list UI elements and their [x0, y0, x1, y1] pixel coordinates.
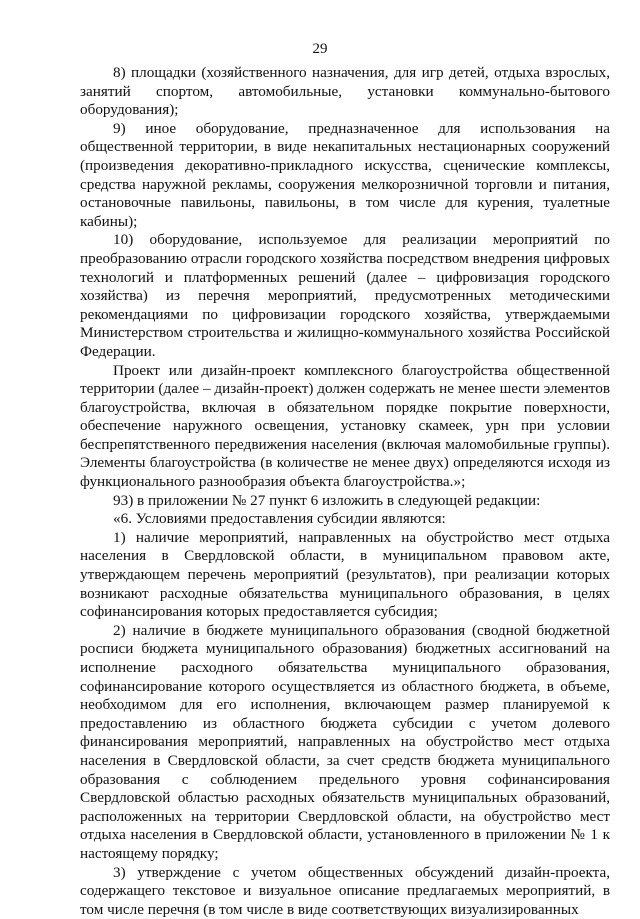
paragraph-item-93: 93) в приложении № 27 пункт 6 изложить в следующей редакции:	[113, 491, 541, 509]
paragraph-item-8: 8) площадки (хозяйственного назначения, для игр детей, отдыха взрослых, занятий спортом, автомобильные, установки коммунально-бытового оборудования);	[80, 64, 610, 119]
paragraph-condition-3: 3) утверждение с учетом общественных обсуждений дизайн-проекта, содержащего текстовое и визуальное описание предлагаемых мероприятий, в том числе перечня (в том числе в виде соответствующих визуализированных	[80, 863, 610, 918]
paragraph-condition-2: 2) наличие в бюджете муниципального образования (сводной бюджетной росписи бюджета муниципального образования) бюджетных ассигнований на исполнение расходного обязательства муниципального образования, софинансирование которого осуществляется из областного бюджета, в объеме, необходимом для его исполнения, включающем размер планируемой к предоставлению из областного бюджета субсидии с учетом долевого финансирования мероприятий, направленных на обустройство мест отдыха населения в Свердловской области, за счет средств бюджета муниципального образования с соблюдением предельного уровня софинансирования Свердловской областью расходных обязательств муниципальных образований, расположенных на территории Свердловской области, на обустройство мест отдыха населения в Свердловской области, установленного в приложении № 1 к настоящему порядку;	[80, 621, 610, 862]
paragraph-condition-1: 1) наличие мероприятий, направленных на обустройство мест отдыха населения в Свердловской области, в муниципальном правовом акте, утверждающем перечень мероприятий (результатов), при реализации которых возникают расходные обязательства муниципального образования, в целях софинансирования которых предоставляется субсидия;	[80, 528, 610, 621]
paragraph-design-project: Проект или дизайн-проект комплексного благоустройства общественной территории (далее – дизайн-проект) должен содержать не менее шести элементов благоустройства, включая в обязательном порядке покрытие поверхности, обеспечение наружного освещения, установку скамеек, урн при условии беспрепятственного передвижения населения (включая маломобильные группы). Элементы благоустройства (в количестве не менее двух) определяются исходя из функционального разнообразия объекта благоустройства.»;	[80, 361, 610, 491]
paragraph-item-10: 10) оборудование, используемое для реализации мероприятий по преобразованию отрасли городского хозяйства посредством внедрения цифровых технологий и платформенных решений (далее – цифровизация городского хозяйства) из перечня мероприятий, предусмотренных методическими рекомендациями по цифровизации городского хозяйства, утверждаемыми Министерством строительства и жилищно-коммунального хозяйства Российской Федерации.	[80, 231, 610, 360]
paragraph-item-9: 9) иное оборудование, предназначенное для использования на общественной территории, в виде некапитальных нестационарных сооружений (произведения декоративно-прикладного искусства, сценические комплексы, средства наружной рекламы, сооружения мелкорозничной торговли и питания, остановочные павильоны, павильоны, в том числе для курения, туалетные кабины);	[80, 119, 610, 230]
page-number: 29	[312, 41, 328, 57]
paragraph-point-6-heading: «6. Условиями предоставления субсидии являются:	[113, 510, 446, 528]
document-body	[80, 64, 610, 919]
